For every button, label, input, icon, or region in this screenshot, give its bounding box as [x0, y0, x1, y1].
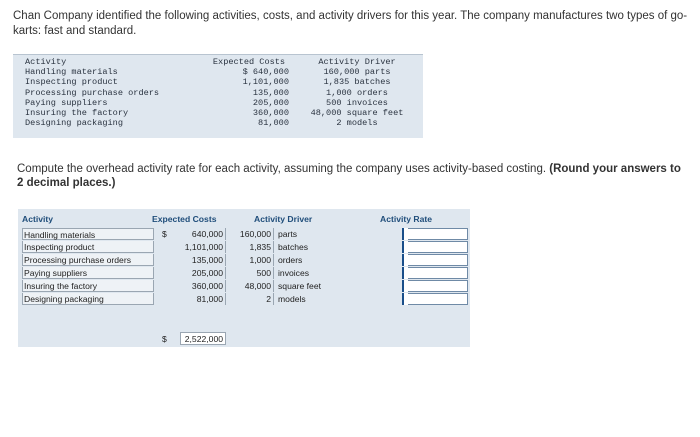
- input-cursor-marker: [402, 228, 408, 240]
- instruction-main: Compute the overhead activity rate for each activity, assuming the company uses activity-based costing.: [17, 163, 550, 175]
- given-driver: 48,000 square feet: [310, 108, 404, 119]
- answer-driver-unit: batches: [278, 242, 309, 252]
- answer-driver-number: 2: [236, 293, 274, 305]
- answer-driver-unit: square feet: [278, 281, 321, 291]
- answer-driver-number: 1,000: [236, 254, 274, 266]
- answer-cost: 135,000: [180, 254, 226, 266]
- given-data-table: [13, 54, 423, 138]
- problem-intro: Chan Company identified the following activities, costs, and activity drivers for this year. The company manufactures two types of go-karts: fast and standard.: [13, 10, 688, 37]
- answer-driver-number: 160,000: [236, 228, 274, 240]
- answer-cost: 360,000: [180, 280, 226, 292]
- answer-driver-number: 48,000: [236, 280, 274, 292]
- answer-cost: 205,000: [180, 267, 226, 279]
- answer-header-cost: Expected Costs: [152, 214, 217, 224]
- activity-rate-input[interactable]: [402, 280, 468, 292]
- given-activity: Insuring the factory: [25, 108, 129, 119]
- activity-rate-input[interactable]: [402, 241, 468, 253]
- answer-header-activity: Activity: [22, 214, 54, 224]
- given-driver: 500 invoices: [326, 97, 388, 108]
- activity-rate-input[interactable]: [402, 254, 468, 266]
- answer-activity-label: Designing packaging: [22, 293, 154, 305]
- given-cost: 1,101,000: [242, 77, 289, 88]
- given-driver: 1,000 orders: [326, 87, 388, 98]
- answer-activity-label: Inspecting product: [22, 241, 154, 253]
- answer-activity-label: Paying suppliers: [22, 267, 154, 279]
- instruction-text: [17, 162, 687, 190]
- answer-cost: 640,000: [180, 228, 226, 240]
- given-cost: 135,000: [252, 87, 289, 98]
- given-activity: Inspecting product: [25, 77, 118, 88]
- given-driver: 2 models: [336, 118, 378, 129]
- given-cost: 205,000: [252, 97, 289, 108]
- answer-driver-unit: invoices: [278, 268, 310, 278]
- given-cost: $ 640,000: [242, 67, 289, 78]
- answer-driver-unit: models: [278, 294, 306, 304]
- activity-rate-input[interactable]: [402, 293, 468, 305]
- answer-header-driver: Activity Driver: [254, 214, 313, 224]
- answer-driver-number: 500: [236, 267, 274, 279]
- total-dollar-sign: $: [162, 334, 167, 344]
- input-cursor-marker: [402, 267, 408, 279]
- given-cost-column: [209, 57, 289, 128]
- answer-activity-label: Insuring the factory: [22, 280, 154, 292]
- given-activity: Handling materials: [25, 67, 118, 78]
- given-header-cost: Expected Costs: [212, 57, 286, 67]
- input-cursor-marker: [402, 293, 408, 305]
- instruction-rounding-note: (Round your answers to 2 decimal places.): [17, 163, 681, 189]
- given-activity: Processing purchase orders: [25, 87, 160, 98]
- activity-rate-input[interactable]: [402, 228, 468, 240]
- total-expected-costs: 2,522,000: [180, 332, 226, 345]
- given-activity-column: [25, 57, 159, 128]
- answer-table: [18, 209, 470, 347]
- activity-rate-input[interactable]: [402, 267, 468, 279]
- answer-cost: 81,000: [180, 293, 226, 305]
- given-header-activity: Activity: [25, 57, 67, 67]
- given-cost: 360,000: [252, 108, 289, 119]
- answer-cost: 1,101,000: [180, 241, 226, 253]
- answer-activity-label: Processing purchase orders: [22, 254, 154, 266]
- given-cost: 81,000: [258, 118, 289, 129]
- answer-driver-unit: orders: [278, 255, 303, 265]
- answer-driver-number: 1,835: [236, 241, 274, 253]
- input-cursor-marker: [402, 280, 408, 292]
- given-driver: 1,835 batches: [323, 77, 391, 88]
- answer-driver-unit: parts: [278, 229, 298, 239]
- answer-dollar-sign: $: [162, 229, 167, 239]
- answer-activity-label: Handling materials: [22, 228, 154, 240]
- given-activity: Designing packaging: [25, 118, 123, 129]
- answer-header-rate: Activity Rate: [380, 214, 433, 224]
- given-driver-column: [301, 57, 413, 128]
- given-header-driver: Activity Driver: [318, 57, 396, 67]
- given-activity: Paying suppliers: [25, 97, 108, 108]
- given-driver: 160,000 parts: [323, 67, 391, 78]
- input-cursor-marker: [402, 254, 408, 266]
- input-cursor-marker: [402, 241, 408, 253]
